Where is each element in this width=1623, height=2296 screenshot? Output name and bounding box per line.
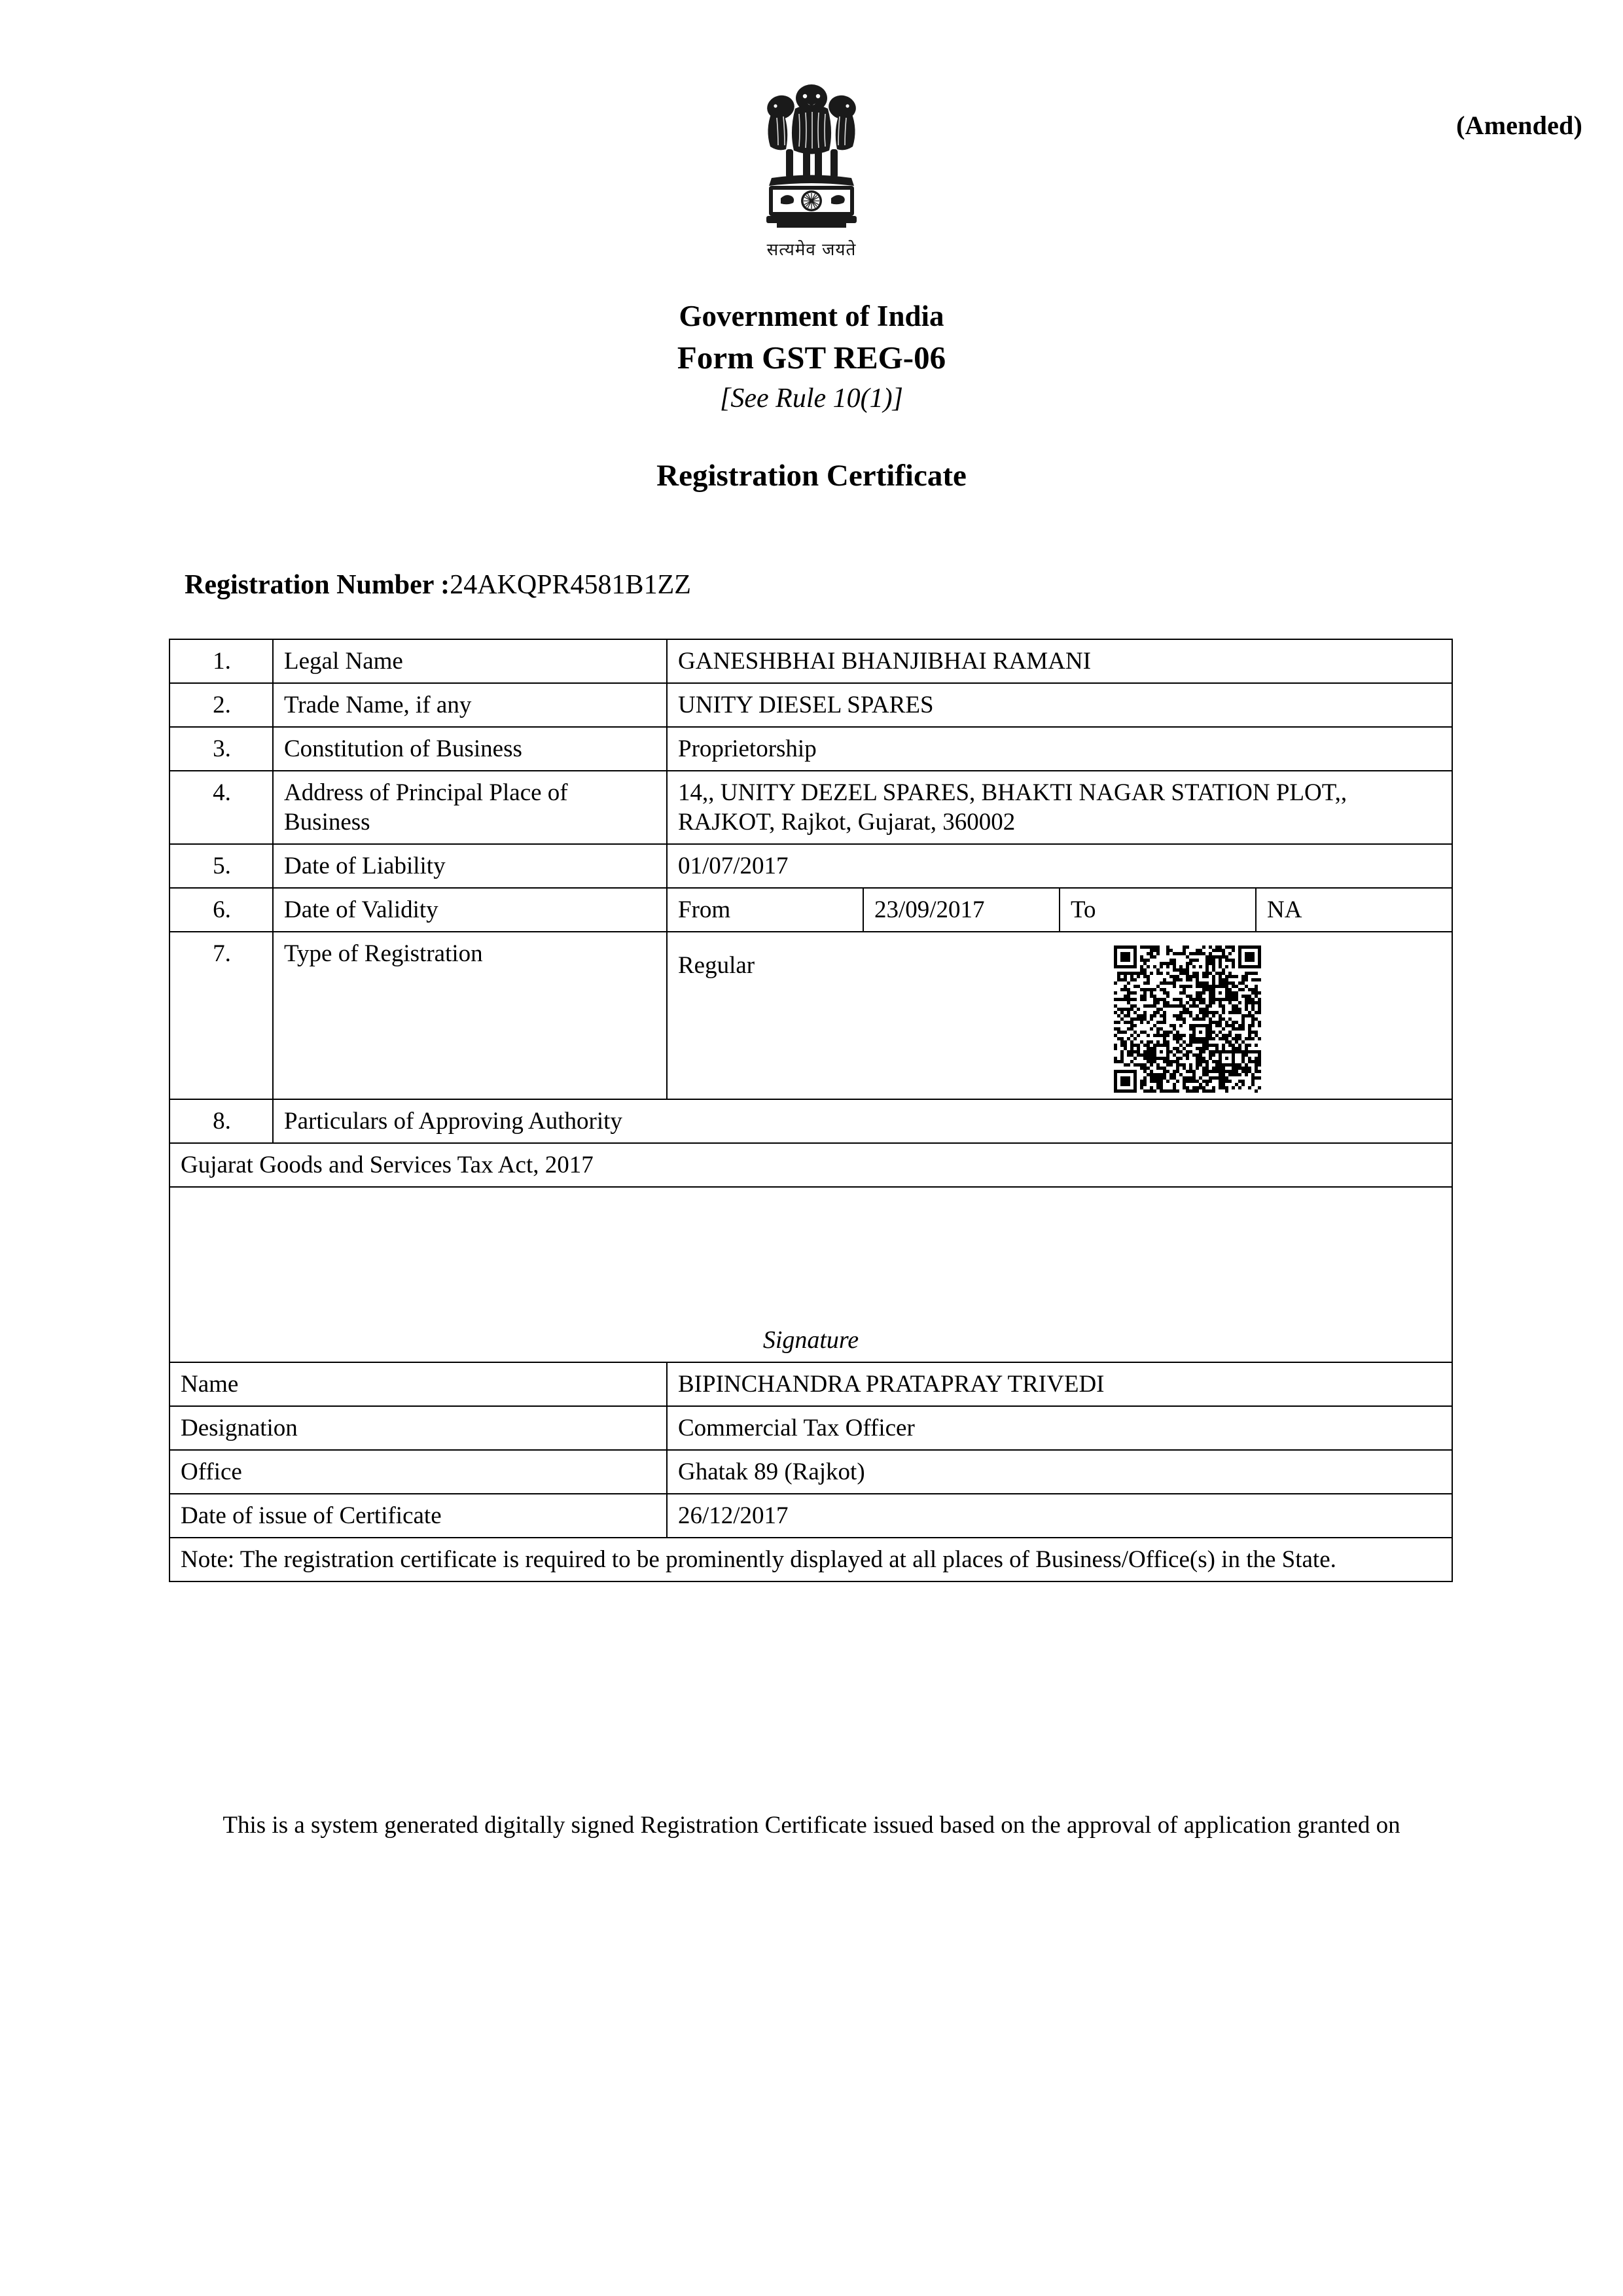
row-value-legal-name: GANESHBHAI BHANJIBHAI RAMANI (667, 639, 1452, 683)
authority-value-name: BIPINCHANDRA PRATAPRAY TRIVEDI (667, 1362, 1452, 1406)
table-row (169, 1406, 1452, 1450)
signature-label: Signature (762, 1326, 859, 1354)
table-row (169, 1362, 1452, 1406)
table-row (169, 727, 1452, 771)
authority-label-designation: Designation (169, 1406, 667, 1450)
row-number: 5. (169, 844, 273, 888)
state-act-name: Gujarat Goods and Services Tax Act, 2017 (169, 1143, 1452, 1187)
row-number: 4. (169, 771, 273, 844)
row-value-constitution: Proprietorship (667, 727, 1452, 771)
authority-value-designation: Commercial Tax Officer (667, 1406, 1452, 1450)
display-note: Note: The registration certificate is required to be prominently displayed at all places of Business/Office(s) in the State. (169, 1538, 1452, 1581)
table-row-signature (169, 1187, 1452, 1362)
page-title: Registration Certificate (656, 459, 967, 493)
system-generated-footer: This is a system generated digitally signed Registration Certificate issued based on the approval of application granted on (223, 1812, 1400, 1839)
table-row-note (169, 1538, 1452, 1581)
row-number: 1. (169, 639, 273, 683)
table-row-act (169, 1143, 1452, 1187)
document-heading-block (0, 296, 1623, 496)
table-row (169, 1099, 1452, 1143)
validity-from-value: 23/09/2017 (863, 888, 1060, 932)
table-row (169, 639, 1452, 683)
row-label-constitution: Constitution of Business (273, 727, 667, 771)
row-label-trade-name: Trade Name, if any (273, 683, 667, 727)
authority-value-office: Ghatak 89 (Rajkot) (667, 1450, 1452, 1494)
row-number: 6. (169, 888, 273, 932)
registration-number-value: 24AKQPR4581B1ZZ (450, 570, 691, 600)
row-value-type-of-registration-cell (667, 932, 1452, 1099)
form-title: Form GST REG-06 (677, 340, 946, 376)
row-label-legal-name: Legal Name (273, 639, 667, 683)
table-row (169, 1494, 1452, 1538)
government-title: Government of India (679, 300, 944, 332)
authority-label-name: Name (169, 1362, 667, 1406)
row-label-address: Address of Principal Place of Business (273, 771, 667, 844)
table-row (169, 1450, 1452, 1494)
validity-to-label: To (1060, 888, 1256, 932)
row-label-type-of-registration: Type of Registration (273, 932, 667, 1099)
table-row (169, 932, 1452, 1099)
row-number: 8. (169, 1099, 273, 1143)
validity-from-label: From (667, 888, 863, 932)
row-value-date-of-liability: 01/07/2017 (667, 844, 1452, 888)
amended-tag: (Amended) (1456, 111, 1582, 140)
authority-label-date-of-issue: Date of issue of Certificate (169, 1494, 667, 1538)
validity-to-value: NA (1256, 888, 1452, 932)
signature-cell (169, 1187, 1452, 1362)
registration-number-line (185, 568, 691, 602)
row-label-approving-authority: Particulars of Approving Authority (273, 1099, 1452, 1143)
row-label-date-of-liability: Date of Liability (273, 844, 667, 888)
row-number: 3. (169, 727, 273, 771)
india-national-emblem-icon (743, 79, 880, 236)
row-value-address: 14,, UNITY DEZEL SPARES, BHAKTI NAGAR STATION PLOT,, RAJKOT, Rajkot, Gujarat, 360002 (667, 771, 1452, 844)
authority-label-office: Office (169, 1450, 667, 1494)
table-row (169, 683, 1452, 727)
row-number: 2. (169, 683, 273, 727)
qr-code-icon (1114, 945, 1261, 1093)
table-row (169, 771, 1452, 844)
row-label-date-of-validity: Date of Validity (273, 888, 667, 932)
registration-number-label: Registration Number : (185, 570, 450, 600)
registration-details-table (169, 639, 1453, 1582)
rule-reference: [See Rule 10(1)] (720, 383, 903, 414)
row-number: 7. (169, 932, 273, 1099)
row-value-type-of-registration: Regular (678, 952, 755, 979)
row-value-trade-name: UNITY DIESEL SPARES (667, 683, 1452, 727)
table-row (169, 888, 1452, 932)
emblem-motto: सत्यमेव जयते (766, 240, 857, 260)
authority-value-date-of-issue: 26/12/2017 (667, 1494, 1452, 1538)
table-row (169, 844, 1452, 888)
national-emblem-block (0, 79, 1623, 260)
